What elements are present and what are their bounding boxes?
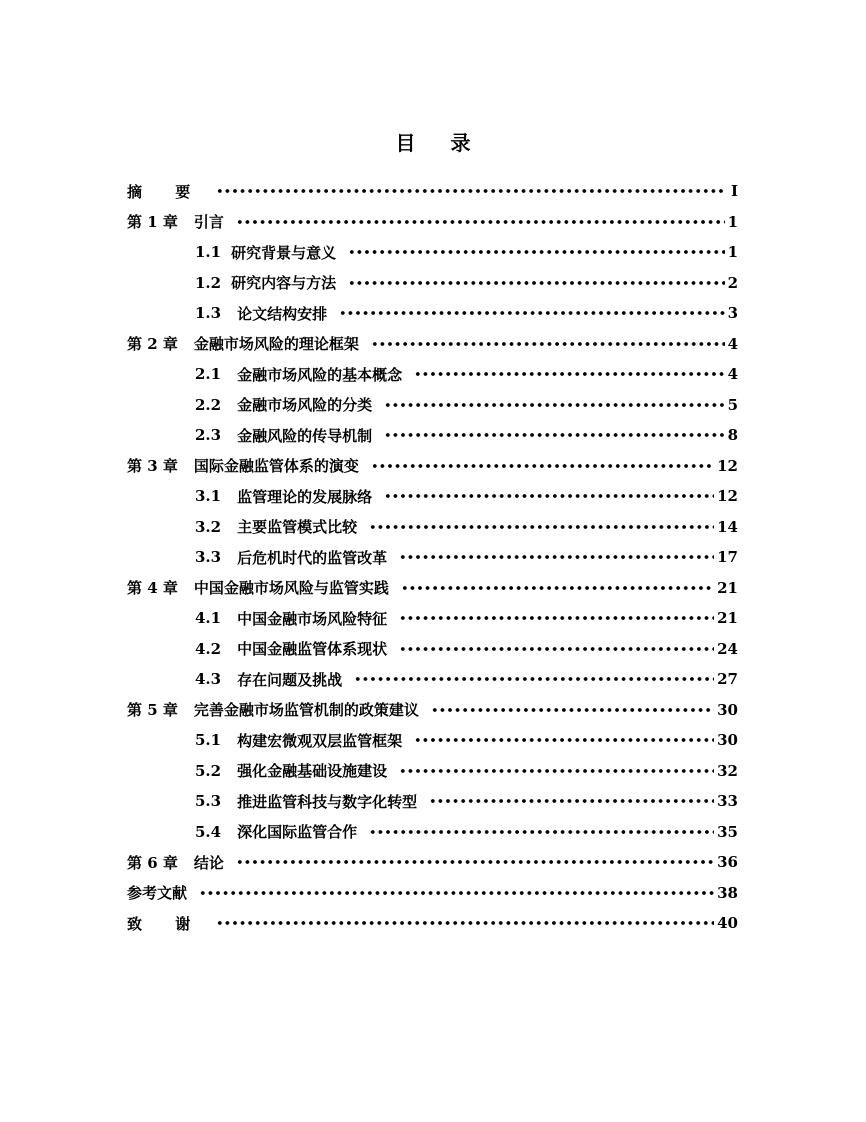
dot-leader [399, 616, 714, 620]
dot-leader [401, 586, 714, 590]
toc-section-entry[interactable] [127, 725, 738, 756]
toc-entry-title: 深化国际监管合作 [237, 823, 358, 842]
toc-entry-title: 研究内容与方法 [231, 274, 337, 293]
toc-page-number: 32 [717, 761, 738, 780]
toc-entry-number: 1.1 [195, 243, 222, 262]
toc-page-number: 33 [717, 792, 738, 811]
toc-section-entry[interactable] [127, 237, 738, 268]
dot-leader [348, 281, 724, 285]
toc-chapter-entry[interactable] [127, 847, 738, 878]
toc-page-number: 40 [717, 914, 738, 933]
toc-chapter-entry[interactable] [127, 451, 738, 482]
toc-entry-number: 5.1 [195, 731, 222, 750]
toc-page-number: 38 [717, 883, 738, 902]
toc-section-entry[interactable] [127, 603, 738, 634]
dot-leader [354, 677, 714, 681]
dot-leader [339, 311, 724, 315]
toc-section-entry[interactable] [127, 420, 738, 451]
dot-leader [429, 799, 714, 803]
toc-section-entry[interactable] [127, 298, 738, 329]
toc-page-number: 14 [717, 517, 738, 536]
toc-page-number: 30 [717, 731, 738, 750]
toc-chapter-entry[interactable] [127, 908, 738, 939]
toc-chapter-entry[interactable] [127, 207, 738, 238]
toc-entry-number: 3.3 [195, 548, 222, 567]
toc-entry-title: 引言 [193, 213, 224, 232]
toc-chapter-entry[interactable] [127, 573, 738, 604]
toc-section-entry[interactable] [127, 268, 738, 299]
toc-entry-number: 2.2 [195, 395, 222, 414]
toc-entry-number: 5.3 [195, 792, 222, 811]
toc-page-number: 12 [717, 456, 738, 475]
toc-entry-title: 中国金融市场风险与监管实践 [193, 579, 389, 598]
toc-page-number: 2 [727, 273, 738, 292]
toc-page-number: 12 [717, 487, 738, 506]
toc-section-entry[interactable] [127, 634, 738, 665]
toc-entry-title: 研究背景与意义 [231, 243, 337, 262]
toc-entry-number: 3.1 [195, 487, 222, 506]
toc-section-entry[interactable] [127, 542, 738, 573]
toc-page-number: 1 [727, 212, 738, 231]
page-title: 目 录 [395, 131, 485, 155]
toc-entry-number: 5.4 [195, 822, 222, 841]
toc-entry-number: 第 1 章 [127, 213, 178, 232]
toc-page-number: 21 [717, 609, 738, 628]
dot-leader [399, 647, 714, 651]
dot-leader [371, 464, 714, 468]
toc-entry-title: 后危机时代的监管改革 [237, 548, 388, 567]
dot-leader [384, 403, 724, 407]
toc-page-number: 1 [727, 243, 738, 262]
toc-page-number: 3 [727, 304, 738, 323]
toc-entry-title: 金融市场风险的基本概念 [237, 365, 403, 384]
toc-entry-number: 2.1 [195, 365, 222, 384]
toc-chapter-entry[interactable] [127, 878, 738, 909]
toc-page-number: I [730, 182, 738, 201]
dot-leader [236, 860, 714, 864]
toc-entry-number: 4.1 [195, 609, 222, 628]
toc-entry-number: 4.3 [195, 670, 222, 689]
dot-leader [369, 830, 714, 834]
toc-entry-title: 中国金融监管体系现状 [237, 640, 388, 659]
toc-page-number: 24 [717, 639, 738, 658]
dot-leader [369, 525, 714, 529]
dot-leader [384, 494, 714, 498]
toc-entry-number: 5.2 [195, 761, 222, 780]
toc-entry-number: 1.3 [195, 304, 222, 323]
toc-entry-title: 强化金融基础设施建设 [237, 762, 388, 781]
table-of-contents [127, 176, 738, 939]
toc-entry-title: 完善金融市场监管机制的政策建议 [193, 701, 419, 720]
dot-leader [371, 342, 725, 346]
dot-leader [348, 250, 724, 254]
dot-leader [399, 555, 714, 559]
toc-entry-title: 结论 [193, 853, 224, 872]
toc-section-entry[interactable] [127, 359, 738, 390]
toc-section-entry[interactable] [127, 786, 738, 817]
toc-entry-title: 监管理论的发展脉络 [237, 487, 373, 506]
toc-page-number: 4 [727, 334, 738, 353]
dot-leader [216, 921, 714, 925]
toc-entry-number: 第 5 章 [127, 701, 178, 720]
toc-entry-title: 致 谢 [127, 914, 205, 933]
toc-entry-title: 构建宏微观双层监管框架 [237, 731, 403, 750]
dot-leader [216, 189, 725, 193]
dot-leader [399, 769, 714, 773]
toc-page-number: 8 [727, 426, 738, 445]
toc-page-number: 36 [717, 853, 738, 872]
toc-page-number: 4 [727, 365, 738, 384]
toc-page-number: 21 [717, 578, 738, 597]
toc-chapter-entry[interactable] [127, 176, 738, 207]
dot-leader [384, 433, 724, 437]
toc-section-entry[interactable] [127, 756, 738, 787]
toc-section-entry[interactable] [127, 481, 738, 512]
toc-chapter-entry[interactable] [127, 695, 738, 726]
toc-entry-title: 存在问题及挑战 [237, 670, 343, 689]
toc-entry-title: 参考文献 [127, 884, 188, 903]
toc-entry-title: 金融市场风险的分类 [237, 396, 373, 415]
toc-entry-title: 论文结构安排 [237, 304, 328, 323]
toc-entry-number: 第 6 章 [127, 853, 178, 872]
toc-entry-number: 1.2 [195, 273, 222, 292]
toc-entry-number: 第 4 章 [127, 579, 178, 598]
dot-leader [414, 738, 714, 742]
toc-page-number: 27 [717, 670, 738, 689]
dot-leader [431, 708, 714, 712]
toc-entry-title: 金融风险的传导机制 [237, 426, 373, 445]
toc-entry-title: 中国金融市场风险特征 [237, 609, 388, 628]
dot-leader [414, 372, 724, 376]
toc-entry-title: 金融市场风险的理论框架 [193, 335, 359, 354]
toc-entry-title: 主要监管模式比较 [237, 518, 358, 537]
toc-page-number: 17 [717, 548, 738, 567]
toc-page-number: 35 [717, 822, 738, 841]
toc-entry-title: 推进监管科技与数字化转型 [237, 792, 418, 811]
toc-entry-number: 2.3 [195, 426, 222, 445]
toc-page-number: 5 [727, 395, 738, 414]
dot-leader [199, 891, 714, 895]
toc-chapter-entry[interactable] [127, 329, 738, 360]
toc-section-entry[interactable] [127, 390, 738, 421]
toc-section-entry[interactable] [127, 817, 738, 848]
dot-leader [236, 220, 725, 224]
toc-section-entry[interactable] [127, 512, 738, 543]
toc-section-entry[interactable] [127, 664, 738, 695]
toc-entry-title: 国际金融监管体系的演变 [193, 457, 359, 476]
toc-entry-number: 第 3 章 [127, 457, 178, 476]
toc-entry-number: 3.2 [195, 517, 222, 536]
toc-entry-title: 摘 要 [127, 182, 205, 201]
toc-entry-number: 第 2 章 [127, 335, 178, 354]
toc-entry-number: 4.2 [195, 639, 222, 658]
toc-page-number: 30 [717, 700, 738, 719]
